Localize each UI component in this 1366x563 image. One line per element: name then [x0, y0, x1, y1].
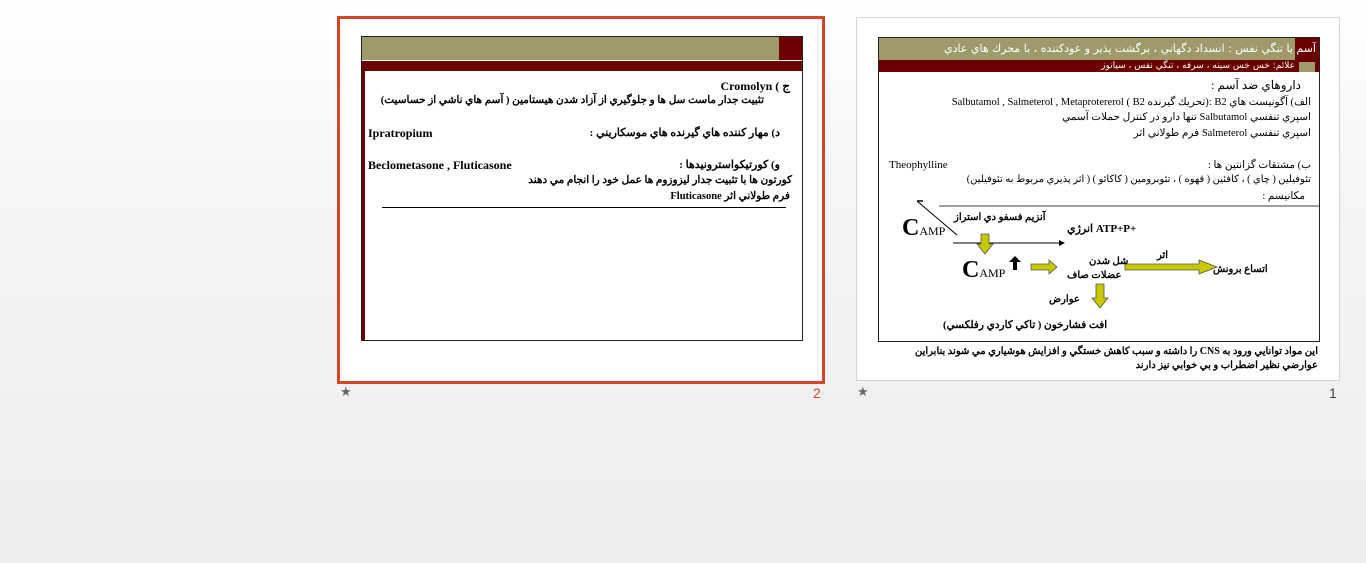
slide-content-frame — [878, 37, 1320, 342]
camp-label-1: CAMP — [902, 215, 946, 241]
line-a3: اسپري تنفسي Salmeterol فرم طولاني اثر — [1133, 128, 1311, 139]
effect-label: اثر — [1157, 250, 1169, 261]
subtitle-bar-olive — [1299, 62, 1315, 72]
cromolyn-title: ج ) Cromolyn — [720, 79, 790, 93]
line-b: ب) مشتقات گزانتين ها : — [1207, 160, 1311, 171]
footer-line-2: عوارضي نظير اضطراب و بي خوابي نيز دارند — [1135, 360, 1318, 371]
drugs-heading: داروهاي ضد آسم : — [1211, 78, 1301, 92]
left-maroon-strip — [362, 71, 365, 340]
slide-number-1: 1 — [1329, 385, 1337, 401]
slide-number-2: 2 — [813, 385, 821, 401]
camp-label-2: CAMP — [962, 257, 1006, 283]
divider-line — [382, 207, 786, 208]
slide-content-frame — [361, 36, 803, 341]
enzyme-label: آنزيم فسفو دي استراز — [954, 212, 1046, 223]
theophylline-label: Theophylline — [889, 159, 948, 171]
star-icon: ★ — [340, 385, 352, 400]
slide-subtitle: علائم: خس خس سينه ، سرفه ، تنگي نفس ، سيانوز — [1101, 61, 1295, 71]
relax-label: شل شدن — [1089, 256, 1129, 267]
star-icon: ★ — [857, 385, 869, 400]
slide-title: آسم يا تنگي نفس : انسداد دگهاني ، برگشت پذير و عودكننده ، با محرك هاي عادي — [943, 42, 1316, 55]
slide-thumbnail-2[interactable] — [337, 16, 825, 384]
hypotension-label: افت فشارخون ( تاكي كاردي رفلكسي) — [943, 320, 1108, 331]
line-b2: تئوفيلين ( چاي ) ، كافئين ( قهوه ) ، تئوبرومين ( كاكائو ) ( اثر پذيري مربوط به تئوفيلين) — [966, 174, 1311, 185]
side-effects-label: عوارض — [1049, 294, 1080, 305]
subtitle-bar-maroon — [362, 61, 802, 71]
smooth-muscle-label: عضلات صاف — [1067, 270, 1122, 281]
slide-thumbnail-1[interactable] — [856, 17, 1340, 381]
beclometasone-label: Beclometasone , Fluticasone — [368, 158, 512, 172]
corticosteroids-desc: كورتون ها با تثبيت جدار ليزوزوم ها عمل خود را انجام مي دهند — [528, 175, 792, 186]
bronchodilation-label: اتساع برونش — [1213, 264, 1268, 275]
title-bar-maroon-corner — [779, 37, 802, 60]
ipratropium-label: Ipratropium — [368, 126, 433, 140]
footer-line-1: اين مواد توانايي ورود به CNS را داشته و سبب كاهش خستگي و افزايش هوشياري مي شوند بنابراين — [914, 346, 1318, 357]
muscarinic-title: د) مهار كننده هاي گيرنده هاي موسكاريني : — [589, 127, 780, 139]
cromolyn-desc: تثبيت جدار ماست سل ها و جلوگيري از آزاد شدن هيستامين ( آسم هاي ناشي از حساسيت) — [380, 95, 764, 106]
fluticasone-note: Fluticasone فرم طولاني اثر — [670, 191, 790, 202]
corticosteroids-title: و) كورتيكواسترونيدها : — [679, 159, 780, 171]
line-a2: اسپري تنفسي Salbutamol تنها دارو در كنترل حملات آسمي — [1062, 112, 1311, 123]
energy-label: انرژي ATP+P+ — [1067, 223, 1137, 235]
title-bar-olive — [362, 37, 779, 60]
line-a: الف) آگونيست هاي B2 :(تحريك گيرنده B2 ) Salbutamol , Salmeterol , Metaprotererol — [951, 97, 1311, 108]
mechanism-label: مكانيسم : — [1262, 191, 1305, 202]
